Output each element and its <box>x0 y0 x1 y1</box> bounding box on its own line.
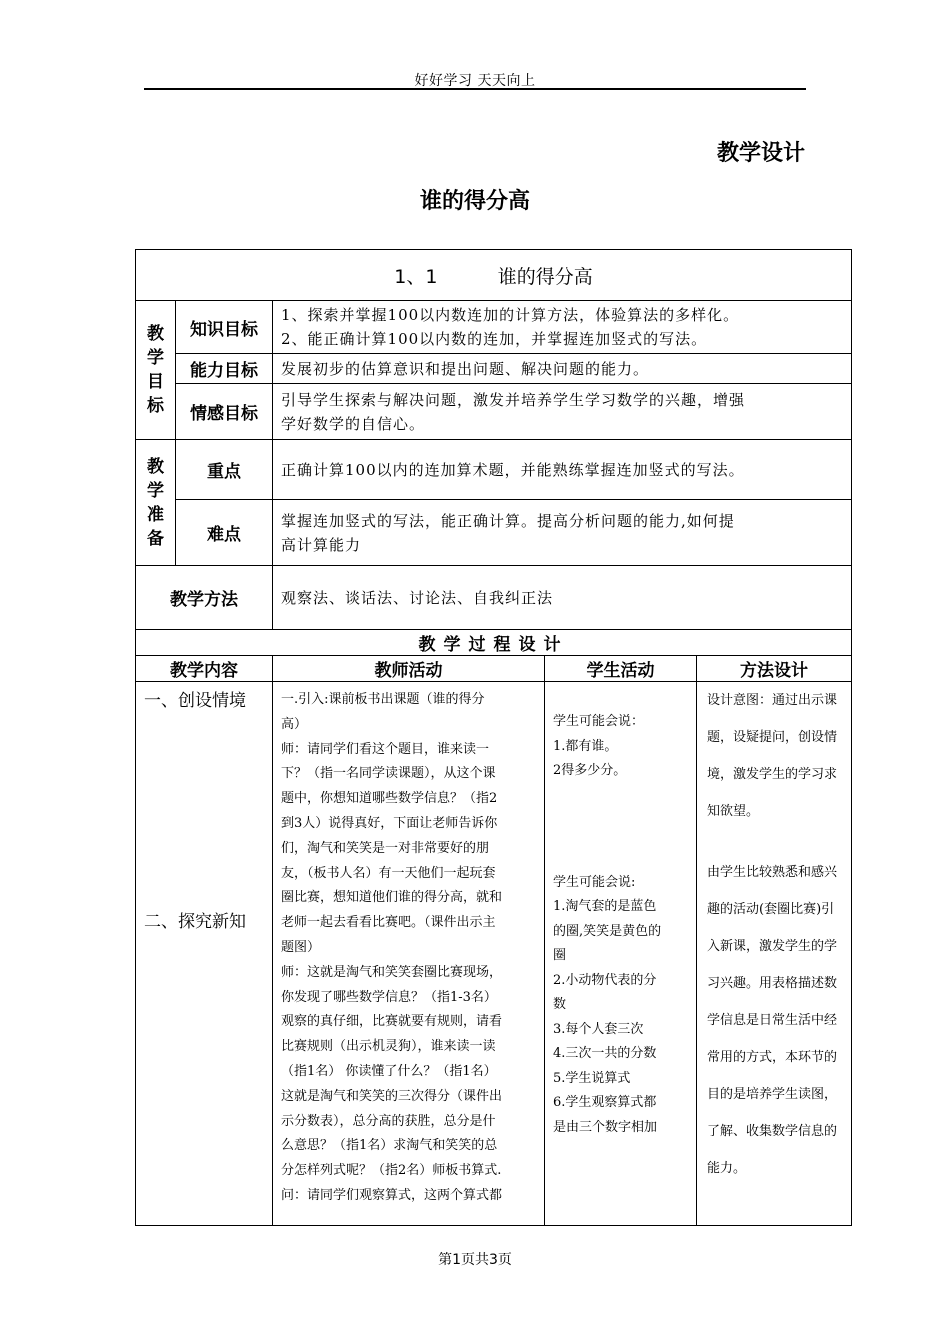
ability-objective-text: 发展初步的估算意识和提出问题、解决问题的能力。 <box>273 354 852 384</box>
lesson-plan-table <box>135 249 852 1226</box>
method-design-block-2: 由学生比较熟悉和感兴 趣的活动(套圈比赛)引 入新课，激发学生的学 习兴趣。用表格描述数 学信息是日常生活中经 常用的方式，本环节的 目的是培养学生读图， 了解、收集数学信息的 能力。 <box>707 865 838 1176</box>
difficulty-label: 难点 <box>176 500 273 566</box>
method-design-block-1: 设计意图：通过出示课 题，设疑提问，创设情 境，激发学生的学习求 知欲望。 <box>707 693 838 819</box>
process-design-title: 教学过程设计 <box>136 630 852 656</box>
student-activity-block-2: 学生可能会说: 1.淘气套的是蓝色 的圈,笑笑是黄色的 圈 2.小动物代表的分 数 3.每个人套三次 4.三次一共的分数 5.学生说算式 6.学生观察算式都 是由三个数字相加 <box>553 874 662 1135</box>
teacher-activity-text: 一.引入:课前板书出课题（谁的得分 高） 师：请同学们看这个题目，谁来读一 下？（指一名同学读课题），从这个课 题中，你想知道哪些数学信息？（指2 到3人）说得真好，下面让老师告诉你 们，淘气和笑笑是一对非常要好的朋 友，（板书人名）有一天他们一起玩套 圈比赛，想知道他们谁的得分高，就和 老师一起去看看比赛吧。（课件出示主 题图） 师：这就是淘气和笑笑套圈比赛现场， 你发现了哪些数学信息？（指1-3名） 观察的真仔细，比赛就要有规则，请看 比赛规则（出示机灵狗），谁来读一读 （指1名） 你读懂了什么？（指1名） 这就是淘气和笑笑的三次得分（课件出 示分数表），总分高的获胜，总分是什 么意思？（指1名）求淘气和笑笑的总 分怎样列式呢？（指2名）师板书算式. 问：请同学们观察算式，这两个算式都 <box>281 692 503 1203</box>
student-activity-block-1: 学生可能会说： 1.都有谁。 2得多少分。 <box>553 714 645 778</box>
knowledge-objective-label: 知识目标 <box>176 301 273 354</box>
ability-objective-label: 能力目标 <box>176 354 273 384</box>
header-rule <box>144 88 806 90</box>
difficulty-text: 掌握连加竖式的写法，能正确计算。提高分析问题的能力,如何提 高计算能力 <box>273 500 852 566</box>
key-point-label: 重点 <box>176 440 273 500</box>
teaching-method-text: 观察法、谈话法、讨论法、自我纠正法 <box>273 566 852 630</box>
lesson-title-row <box>136 250 852 301</box>
objectives-group-label: 教 学 目 标 <box>136 301 176 440</box>
column-header-student: 学生活动 <box>545 656 697 682</box>
key-point-text: 正确计算100以内的连加算术题，并能熟练掌握连加竖式的写法。 <box>273 440 852 500</box>
teaching-method-label: 教学方法 <box>136 566 273 630</box>
emotion-objective-text: 引导学生探索与解决问题，激发并培养学生学习数学的兴趣，增强 学好数学的自信心。 <box>273 384 852 440</box>
preparation-group-label: 教 学 准 备 <box>136 440 176 566</box>
column-header-teacher: 教师活动 <box>273 656 545 682</box>
page-header-text: 好好学习 天天向上 <box>414 73 536 89</box>
page-footer: 第1页共3页 <box>438 1252 512 1268</box>
section-explore-new: 二、探究新知 <box>144 912 246 932</box>
section-create-context: 一、创设情境 <box>144 691 246 711</box>
knowledge-objective-text: 1、探索并掌握100以内数连加的计算方法，体验算法的多样化。 2、能正确计算100以内数的连加，并掌握连加竖式的写法。 <box>273 301 852 354</box>
student-activity-cell <box>545 682 697 1226</box>
lesson-title: 谁的得分高 <box>497 265 593 288</box>
emotion-objective-label: 情感目标 <box>176 384 273 440</box>
column-header-design: 方法设计 <box>697 656 852 682</box>
method-design-cell <box>697 682 852 1226</box>
teacher-activity-cell <box>273 682 545 1226</box>
lesson-number: 1、1 <box>394 265 438 288</box>
column-header-content: 教学内容 <box>136 656 273 682</box>
teaching-content-cell <box>136 682 273 1226</box>
document-title: 谁的得分高 <box>419 189 530 214</box>
document-type-label: 教学设计 <box>716 141 805 166</box>
